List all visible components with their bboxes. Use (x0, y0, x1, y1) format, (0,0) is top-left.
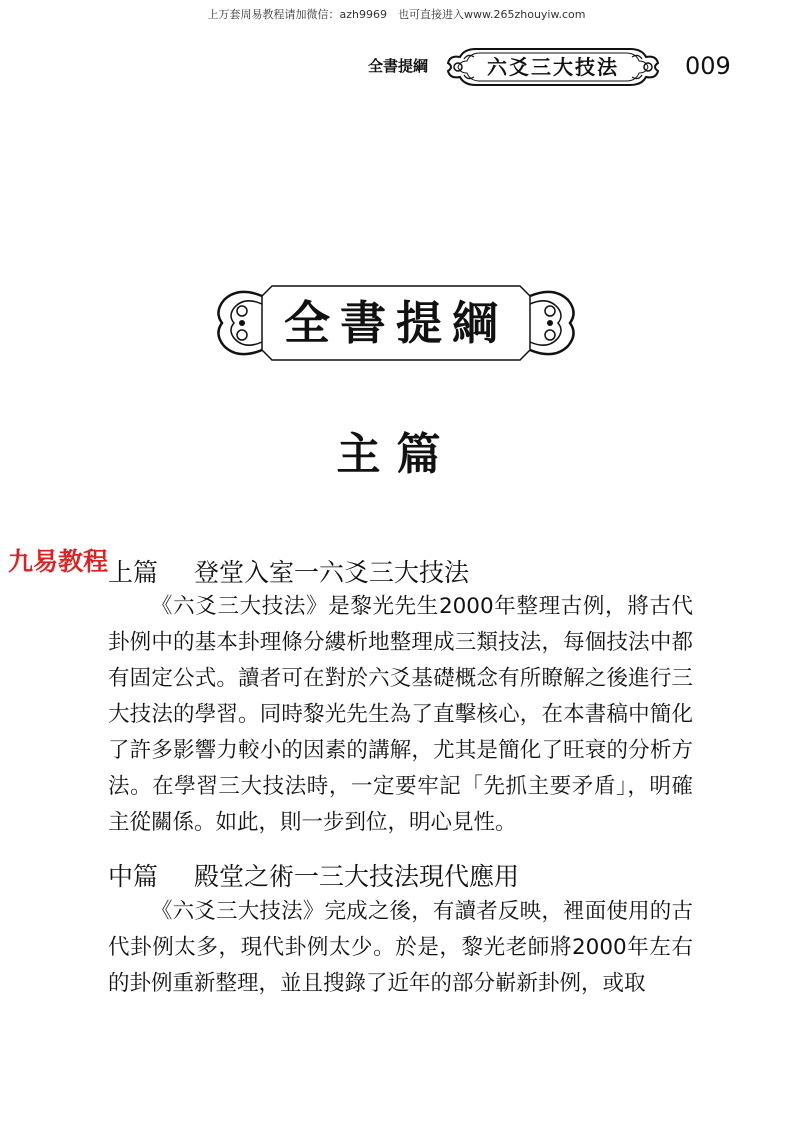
title-cartouche (442, 41, 664, 93)
section-heading-2 (108, 857, 519, 893)
section-label: 上篇 (108, 558, 159, 587)
top-banner-text: 上万套周易教程请加微信：azh9969 也可直接进入www.265zhouyiw.com (207, 8, 586, 21)
running-header (360, 38, 740, 96)
page-number: 009 (685, 52, 731, 80)
running-book-title: 六爻三大技法 (487, 55, 619, 79)
section-heading-1 (108, 553, 469, 589)
sub-heading: 主篇 (336, 429, 457, 480)
section-title: 殿堂之術一三大技法現代應用 (194, 862, 520, 891)
running-section-label: 全書提綱 (368, 57, 429, 75)
section-title: 登堂入室一六爻三大技法 (194, 558, 470, 587)
page-title: 全書提綱 (284, 296, 508, 350)
section-body-2: 《六爻三大技法》完成之後，有讀者反映，裡面使用的古代卦例太多，現代卦例太少。於是，黎光老師將2000年左右的卦例重新整理，並且搜錄了近年的部分嶄新卦例，或取 (108, 899, 693, 996)
watermark-text: 九易教程 (8, 547, 109, 576)
main-heading-frame (212, 282, 580, 364)
section-body-1: 《六爻三大技法》是黎光先生2000年整理古例，將古代卦例中的基本卦理條分縷析地整理成三類技法，每個技法中都有固定公式。讀者可在對於六爻基礎概念有所瞭解之後進行三大技法的學習。同時黎光先生為了直擊核心，在本書稿中簡化了許多影響力較小的因素的講解，尤其是簡化了旺衰的分析方法。在學習三大技法時，一定要牢記「先抓主要矛盾」，明確主從關係。如此，則一步到位，明心見性。 (108, 594, 693, 835)
section-label: 中篇 (108, 862, 159, 891)
